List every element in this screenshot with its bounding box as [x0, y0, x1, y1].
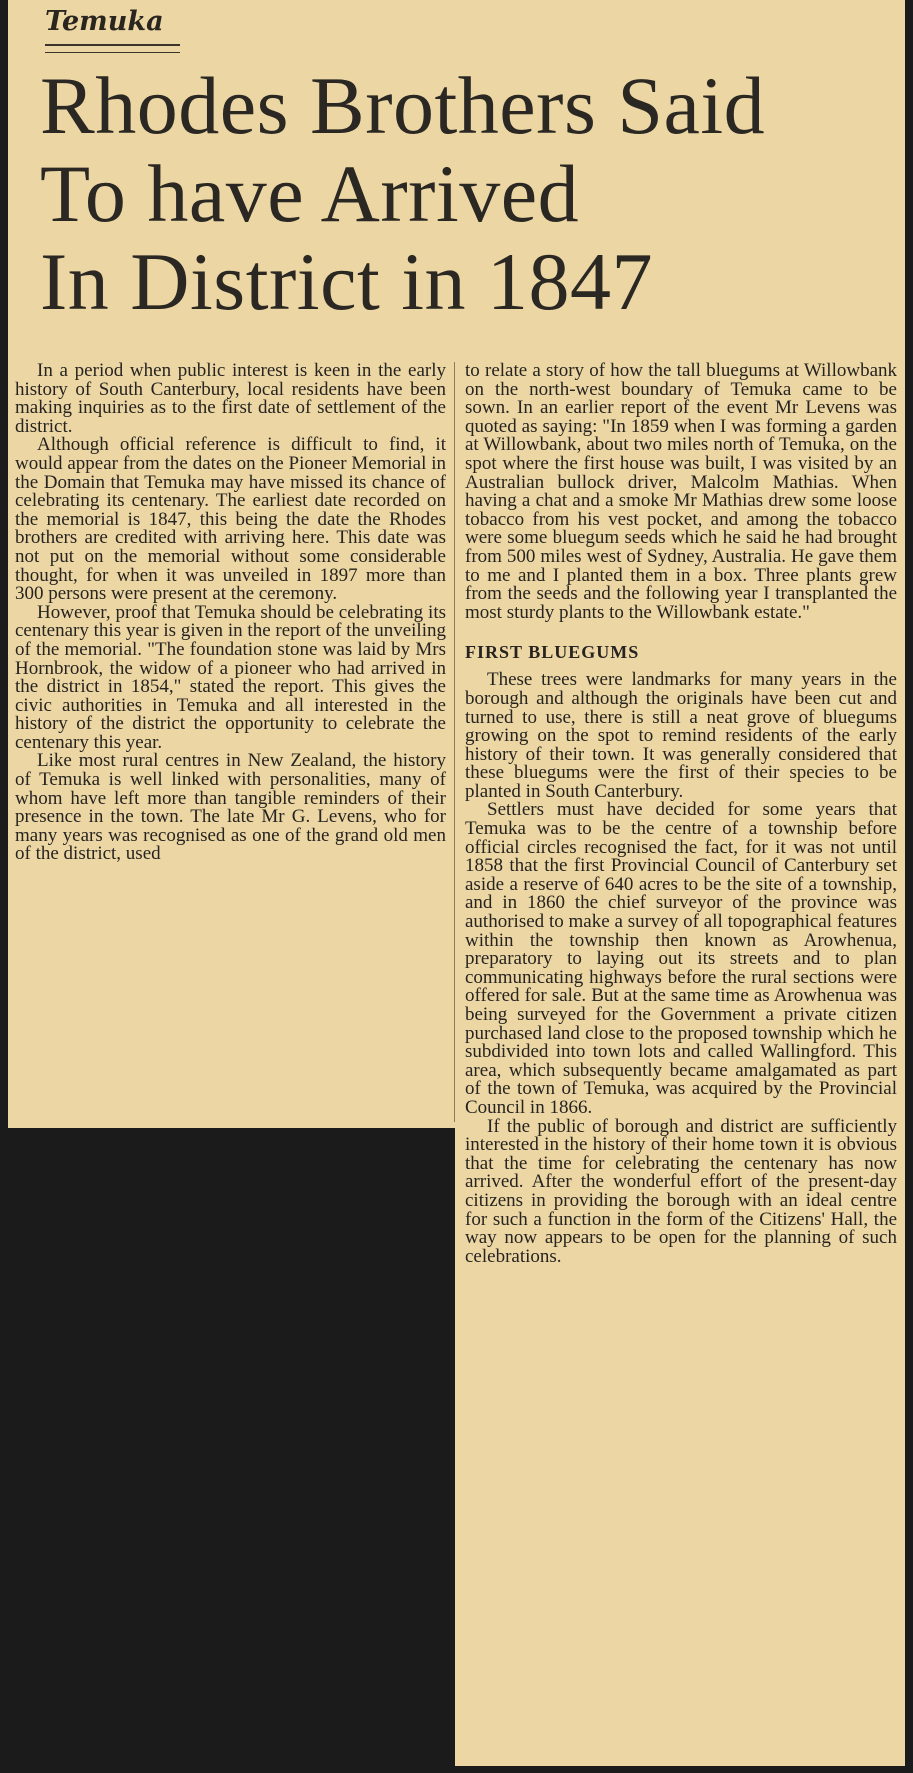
headline [40, 62, 890, 326]
kicker-location: Temuka [45, 6, 164, 37]
column-divider [454, 362, 455, 1122]
paragraph: If the public of borough and district are sufficiently interested in the history of their home town it is obvious that the time for celebrating the centenary has now arrived. After the wonderful effort of the present-day citizens in providing the borough with an ideal centre for such a function in the form of the Citizens' Hall, the way now appears to be open for the planning of such celebrations. [465, 1115, 897, 1267]
paragraph: Like most rural centres in New Zealand, the history of Temuka is well linked with personalities, many of whom have left more than tangible reminders of their presence in the town. The late Mr G. Levens, who for many years was recognised as one of the grand old men of the district, used [15, 750, 446, 865]
headline-line: Rhodes Brothers Said [40, 60, 766, 151]
body-column-left [15, 362, 446, 1122]
kicker-rule [45, 52, 180, 53]
paragraph: These trees were landmarks for many years in the borough and although the originals have been cut and turned to use, there is still a neat grove of bluegums growing on the spot to remind residents of the early history of their town. It was generally considered that these bluegums were the first of their species to be planted in South Canterbury. [465, 669, 897, 802]
paragraph: In a period when public interest is keen in the early history of South Canterbury, local residents have been making inquiries as to the first date of settlement of the district. [15, 362, 446, 437]
paragraph: Settlers must have decided for some years that Temuka was to be the centre of a township before official circles recognised the fact, for it was not until 1858 that the first Provincial Council of Canterbury set aside a reserve of 640 acres to be the site of a township, and in 1860 the chief surveyor of the province was authorised to make a survey of all topographical features within the township then known as Arowhenua, preparatory to laying out its streets and to plan communicating highways before the rural sections were offered for sale. But at the same time as Arowhenua was being surveyed for the Government a private citizen purchased land close to the proposed township which he subdivided into town lots and called Wallingford. This area, which subsequently became amalgamated as part of the town of Temuka, was acquired by the Provincial Council in 1866. [465, 799, 897, 1118]
kicker-rule [45, 44, 180, 46]
paragraph: Although official reference is difficult to find, it would appear from the dates on the Pioneer Memorial in the Domain that Temuka may have missed its chance of celebrating its centenary. The earliest date recorded on the memorial is 1847, this being the date the Rhodes brothers are credited with arriving here. This date was not put on the memorial without some considerable thought, for when it was unveiled in 1897 more than 300 persons were present at the ceremony. [15, 434, 446, 605]
headline-line: In District in 1847 [40, 236, 654, 327]
paragraph-continued: to relate a story of how the tall bluegums at Willowbank on the north-west boundary of Temuka came to be sown. In an earlier report of the event Mr Levens was quoted as saying: "In 1859 when I was forming a garden at Willowbank, about two miles north of Temuka, on the spot where the first house was built, I was visited by an Australian bullock driver, Malcolm Mathias. When having a chat and a smoke Mr Mathias drew some loose tobacco from his vest pocket, and among the tobacco were some bluegum seeds which he said he had brought from 500 miles west of Sydney, Australia. He gave them to me and I planted them in a box. Three plants grew from the seeds and the following year I transplanted the most sturdy plants to the Willowbank estate." [465, 362, 897, 623]
body-column-right [465, 362, 897, 1767]
headline-line: To have Arrived [40, 148, 580, 239]
section-subhead: FIRST BLUEGUMS [465, 642, 640, 663]
paragraph: However, proof that Temuka should be celebrating its centenary this year is given in the report of the unveiling of the memorial. "The foundation stone was laid by Mrs Hornbrook, the widow of a pioneer who had arrived in the district in 1854," stated the report. This gives the civic authorities in Temuka and all interested in the history of the district the opportunity to celebrate the centenary this year. [15, 601, 446, 753]
